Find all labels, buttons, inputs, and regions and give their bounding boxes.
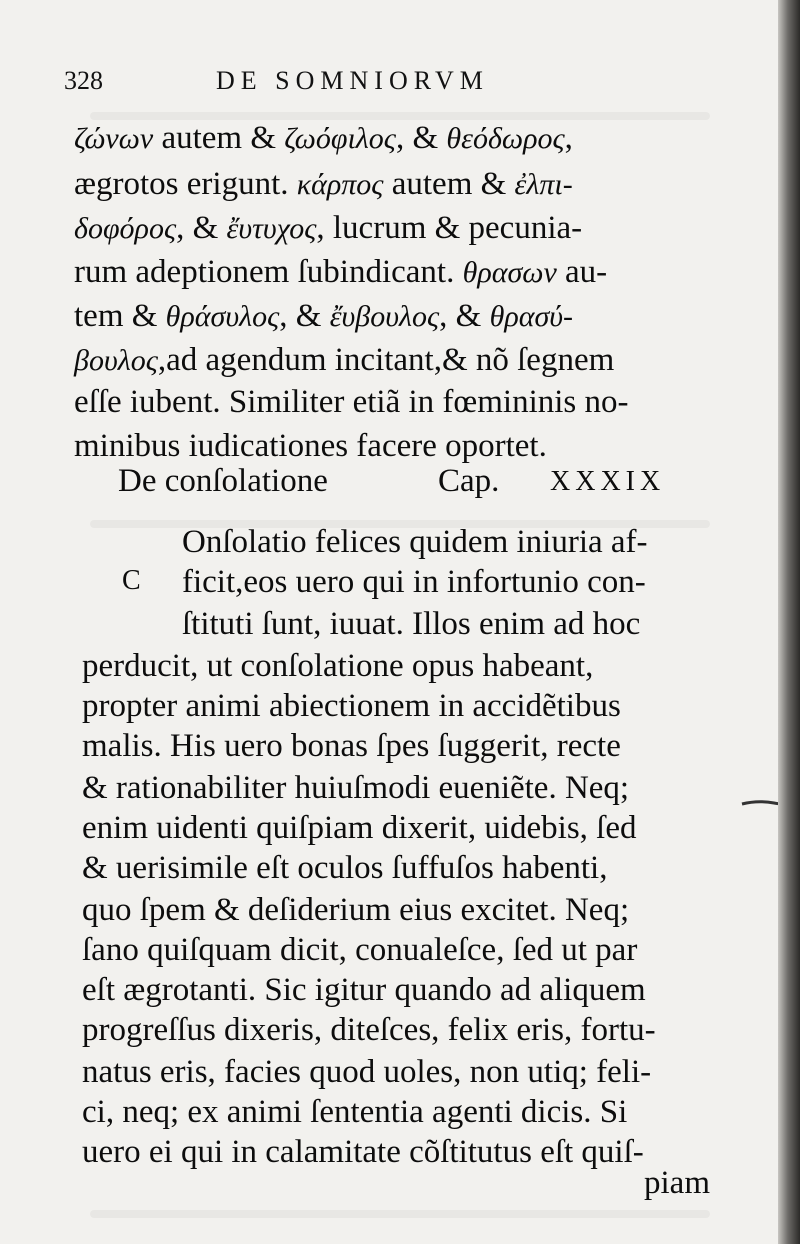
latin-text: tem &	[74, 298, 166, 334]
greek-word: θεόδωρος	[446, 122, 565, 155]
body-line: & uerisimile eſt oculos ſuffuſos habenti,	[82, 850, 608, 886]
body-line: quo ſpem & deſiderium eius excitet. Neq;	[82, 892, 630, 928]
body-line: perducit, ut conſolatione opus habeant,	[82, 648, 594, 684]
page-number: 328	[64, 66, 103, 95]
body-line: & rationabiliter huiuſmodi eueniẽte. Neq;	[82, 770, 630, 806]
latin-text: ,ad agendum incitant,& nõ ſegnem	[157, 342, 615, 378]
greek-word: δοφόρος	[74, 212, 177, 245]
text-line	[74, 168, 573, 201]
greek-word: θρασων	[462, 256, 557, 289]
drop-initial: C	[122, 565, 141, 596]
latin-text: au-	[556, 254, 608, 290]
latin-text: rum adeptionem ſubindicant.	[74, 254, 463, 290]
body-line: Onſolatio felices quidem iniuria af-	[182, 524, 648, 560]
latin-text: ,	[564, 120, 573, 156]
body-line: progreſſus dixeris, diteſces, felix eris, fortu-	[82, 1012, 656, 1048]
latin-text: , &	[439, 298, 490, 334]
body-line: propter animi abiectionem in accidẽtibus	[82, 688, 621, 724]
text-line	[74, 300, 573, 333]
text-line	[74, 256, 607, 289]
latin-text: autem &	[383, 166, 515, 202]
latin-text: ægrotos erigunt.	[74, 166, 297, 202]
latin-text: , lucrum & pecunia-	[316, 210, 583, 246]
greek-word: κάρπος	[296, 168, 384, 201]
chapter-number: XXXIX	[550, 466, 666, 497]
body-line: ci, neq; ex animi ſententia agenti dicis. Si	[82, 1094, 628, 1130]
body-line: natus eris, facies quod uoles, non utiq; feli-	[82, 1054, 652, 1090]
page-marker-thread	[740, 798, 778, 808]
greek-word: ζωόφιλος	[284, 122, 396, 155]
body-line: ſano quiſquam dicit, conualeſce, ſed ut par	[82, 932, 638, 968]
latin-text: minibus iudicationes facere oportet.	[74, 428, 547, 464]
body-line: uero ei qui in calamitate cõſtitutus eſt quiſ-	[82, 1134, 644, 1170]
show-through-bleed	[90, 112, 710, 120]
chapter-label: Cap.	[438, 463, 500, 499]
catchword: piam	[644, 1165, 710, 1201]
body-line: ficit,eos uero qui in infortunio con-	[182, 564, 646, 600]
body-line: ſtituti ſunt, iuuat. Illos enim ad hoc	[182, 606, 641, 642]
greek-word: ἔυτυχος	[226, 212, 317, 245]
body-line: eſt ægrotanti. Sic igitur quando ad aliquem	[82, 972, 646, 1008]
body-line: enim uidenti quiſpiam dixerit, uidebis, ſed	[82, 810, 637, 846]
latin-text: eſſe iubent. Similiter etiã in fœmininis no-	[74, 384, 629, 420]
text-line	[74, 122, 573, 155]
greek-word: ἐλπι-	[514, 168, 573, 201]
show-through-bleed	[90, 1210, 710, 1218]
greek-word: θρασύ-	[489, 300, 574, 333]
greek-word: ἔυβουλος	[329, 300, 440, 333]
greek-word: βουλος	[74, 344, 158, 377]
body-line: malis. His uero bonas ſpes ſuggerit, recte	[82, 728, 621, 764]
latin-text: autem &	[153, 120, 285, 156]
greek-word: θράσυλος	[165, 300, 280, 333]
latin-text: , &	[279, 298, 330, 334]
page-gutter-shadow	[778, 0, 800, 1244]
text-line	[74, 344, 614, 377]
greek-word: ζώνων	[74, 122, 154, 155]
running-head: DE SOMNIORVM	[216, 66, 489, 95]
text-line	[74, 386, 629, 419]
text-line	[74, 212, 582, 245]
chapter-title: De conſolatione	[118, 463, 328, 499]
latin-text: , &	[176, 210, 227, 246]
text-line	[74, 430, 547, 463]
latin-text: , &	[395, 120, 447, 156]
